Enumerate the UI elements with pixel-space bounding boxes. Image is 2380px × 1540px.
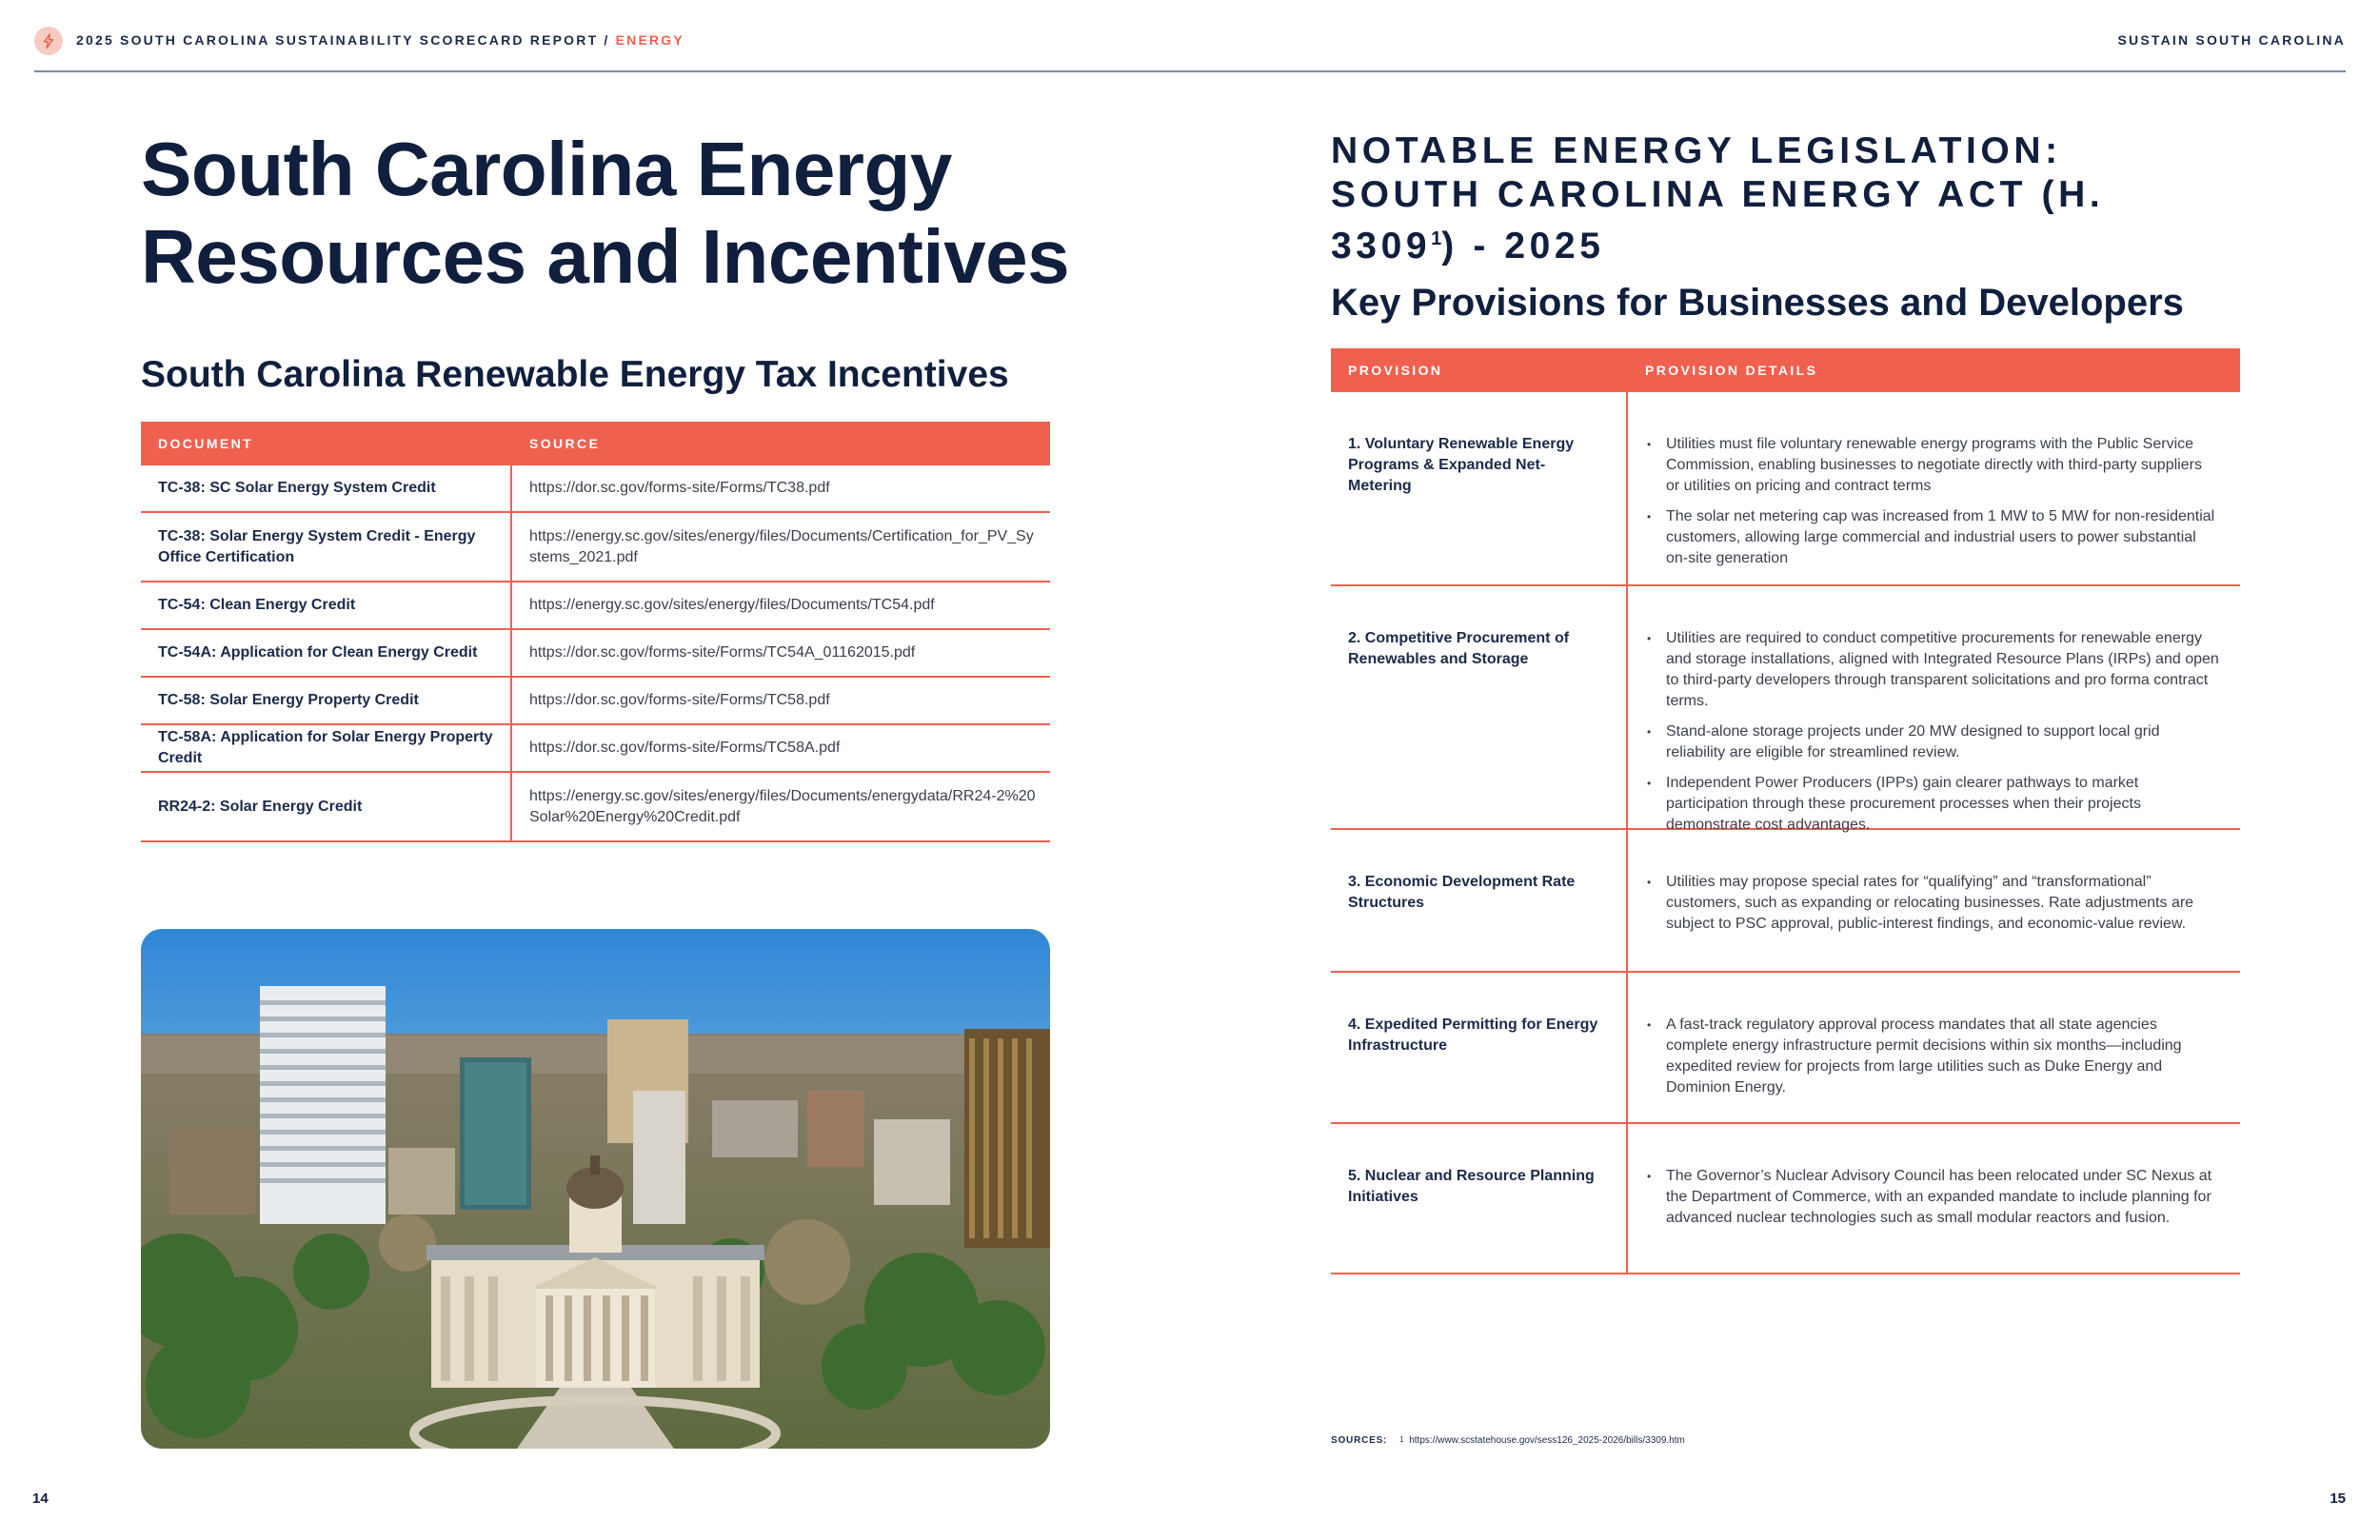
table-row	[141, 513, 1050, 582]
provision-cell: 3. Economic Development Rate Structures	[1331, 830, 1628, 971]
document-cell: TC-58A: Application for Solar Energy Property Credit	[141, 725, 512, 771]
provision-cell: 2. Competitive Procurement of Renewables and Storage	[1331, 586, 1628, 828]
report-title	[76, 32, 684, 48]
list-item: • Utilities are required to conduct competitive procurements for renewable energy and storage installations, aligned with Integrated Resource Plans (IRPs) and open to third-party developers through transparent solicitations and pro forma contract terms.	[1645, 628, 2219, 712]
column-header-provision: PROVISION	[1348, 363, 1443, 378]
details-cell	[1628, 830, 2240, 971]
report-title-text: 2025 SOUTH CAROLINA SUSTAINABILITY SCORECARD REPORT	[76, 32, 599, 48]
table-row	[1331, 830, 2240, 973]
list-item: • Utilities may propose special rates for “qualifying” and “transformational” customers, such as expanding or relocating businesses. Rate adjustments are subject to PSC approval, public-interest findings, and economic-value review.	[1645, 872, 2219, 935]
sources-label: SOURCES:	[1331, 1435, 1388, 1446]
details-list	[1645, 1166, 2219, 1229]
list-item: • Stand-alone storage projects under 20 MW designed to support local grid reliability are eligible for streamlined review.	[1645, 721, 2219, 763]
statehouse-aerial-photo	[141, 929, 1050, 1449]
list-item: • The solar net metering cap was increased from 1 MW to 5 MW for non-residential customers, allowing large commercial and industrial users to power substantial on-site generation	[1645, 506, 2219, 569]
column-header-source: SOURCE	[529, 436, 601, 451]
sources-footnote	[1331, 1435, 1685, 1446]
table-header	[141, 422, 1050, 465]
list-item: • A fast-track regulatory approval process mandates that all state agencies complete energy infrastructure permit decisions within six months—including expedited review for projects from large utilities such as Duke Energy and Dominion Energy.	[1645, 1015, 2219, 1098]
document-cell: TC-38: Solar Energy System Credit - Energy Office Certification	[141, 513, 512, 581]
list-item: • Independent Power Producers (IPPs) gain clearer pathways to market participation through these procurement processes when their projects demonstrate cost advantages.	[1645, 773, 2219, 836]
page-title: South Carolina Energy Resources and Incentives	[141, 127, 1070, 299]
table-row	[141, 725, 1050, 773]
document-cell: TC-54: Clean Energy Credit	[141, 582, 512, 628]
key-provisions-heading: Key Provisions for Businesses and Developers	[1331, 282, 2184, 324]
page-number-left: 14	[32, 1491, 49, 1507]
list-item: • Utilities must file voluntary renewable energy programs with the Public Service Commission, enabling businesses to negotiate directly with third-party suppliers or utilities on pricing and contract terms	[1645, 434, 2219, 497]
energy-logo	[34, 27, 63, 55]
details-cell	[1628, 392, 2240, 584]
details-list	[1645, 628, 2219, 836]
table-row	[141, 465, 1050, 513]
document-cell: TC-58: Solar Energy Property Credit	[141, 678, 512, 723]
footnote-marker: 1	[1431, 228, 1442, 249]
table-row	[1331, 392, 2240, 586]
column-header-document: DOCUMENT	[158, 436, 254, 451]
breadcrumb-separator: /	[604, 32, 610, 48]
details-cell	[1628, 973, 2240, 1122]
legislation-title-text: NOTABLE ENERGY LEGISLATION: SOUTH CAROLINA ENERGY ACT (H. 3309	[1331, 130, 2105, 267]
legislation-title	[1331, 129, 2188, 268]
document-cell: RR24-2: Solar Energy Credit	[141, 773, 512, 840]
source-link[interactable]: https://dor.sc.gov/forms-site/Forms/TC54A_01162015.pdf	[529, 644, 916, 661]
brand-name: SUSTAIN SOUTH CAROLINA	[2117, 32, 2346, 48]
document-cell: TC-38: SC Solar Energy System Credit	[141, 465, 512, 511]
tax-incentives-heading: South Carolina Renewable Energy Tax Incentives	[141, 354, 1009, 395]
source-link[interactable]: https://dor.sc.gov/forms-site/Forms/TC38.pdf	[529, 480, 830, 496]
statehouse-illustration	[141, 929, 1050, 1449]
provision-cell: 4. Expedited Permitting for Energy Infrastructure	[1331, 973, 1628, 1122]
section-name: ENERGY	[615, 32, 684, 48]
table-row	[141, 773, 1050, 842]
table-row	[1331, 1124, 2240, 1274]
source-link[interactable]: https://dor.sc.gov/forms-site/Forms/TC58A.pdf	[529, 740, 841, 756]
table-row	[1331, 586, 2240, 833]
table-row	[141, 678, 1050, 725]
table-row	[1331, 973, 2240, 1124]
details-cell	[1628, 586, 2240, 833]
details-list	[1645, 872, 2219, 935]
provisions-table	[1331, 348, 2240, 1274]
lightning-bolt-icon	[40, 32, 57, 49]
details-list	[1645, 434, 2219, 569]
table-row	[141, 630, 1050, 678]
document-cell: TC-54A: Application for Clean Energy Credit	[141, 630, 512, 676]
footnote-number: 1	[1398, 1435, 1404, 1444]
details-cell	[1628, 1124, 2240, 1273]
source-link[interactable]: https://dor.sc.gov/forms-site/Forms/TC58.pdf	[529, 692, 830, 708]
legislation-title-suffix: ) - 2025	[1441, 226, 1605, 267]
list-item: • The Governor’s Nuclear Advisory Council has been relocated under SC Nexus at the Department of Commerce, with an expanded mandate to include planning for advanced nuclear technologies such as small modular reactors and fusion.	[1645, 1166, 2219, 1229]
source-link[interactable]: https://energy.sc.gov/sites/energy/files/Documents/Certification_for_PV_Systems_2021.pdf	[529, 527, 1034, 565]
tax-incentives-table	[141, 422, 1050, 842]
page-number-right: 15	[2330, 1491, 2346, 1507]
column-header-details: PROVISION DETAILS	[1645, 363, 1818, 378]
provision-cell: 5. Nuclear and Resource Planning Initiatives	[1331, 1124, 1628, 1273]
table-header	[1331, 348, 2240, 392]
source-link[interactable]: https://energy.sc.gov/sites/energy/files/Documents/TC54.pdf	[529, 597, 935, 613]
details-list	[1645, 1015, 2219, 1098]
table-row	[141, 582, 1050, 630]
source-link[interactable]: https://energy.sc.gov/sites/energy/files/Documents/energydata/RR24-2%20Solar%20Energy%20Credit.pdf	[529, 787, 1036, 825]
provision-cell: 1. Voluntary Renewable Energy Programs & Expanded Net-Metering	[1331, 392, 1628, 584]
page-header	[34, 23, 2346, 72]
source-url-link[interactable]: https://www.scstatehouse.gov/sess126_2025-2026/bills/3309.htm	[1409, 1435, 1685, 1446]
